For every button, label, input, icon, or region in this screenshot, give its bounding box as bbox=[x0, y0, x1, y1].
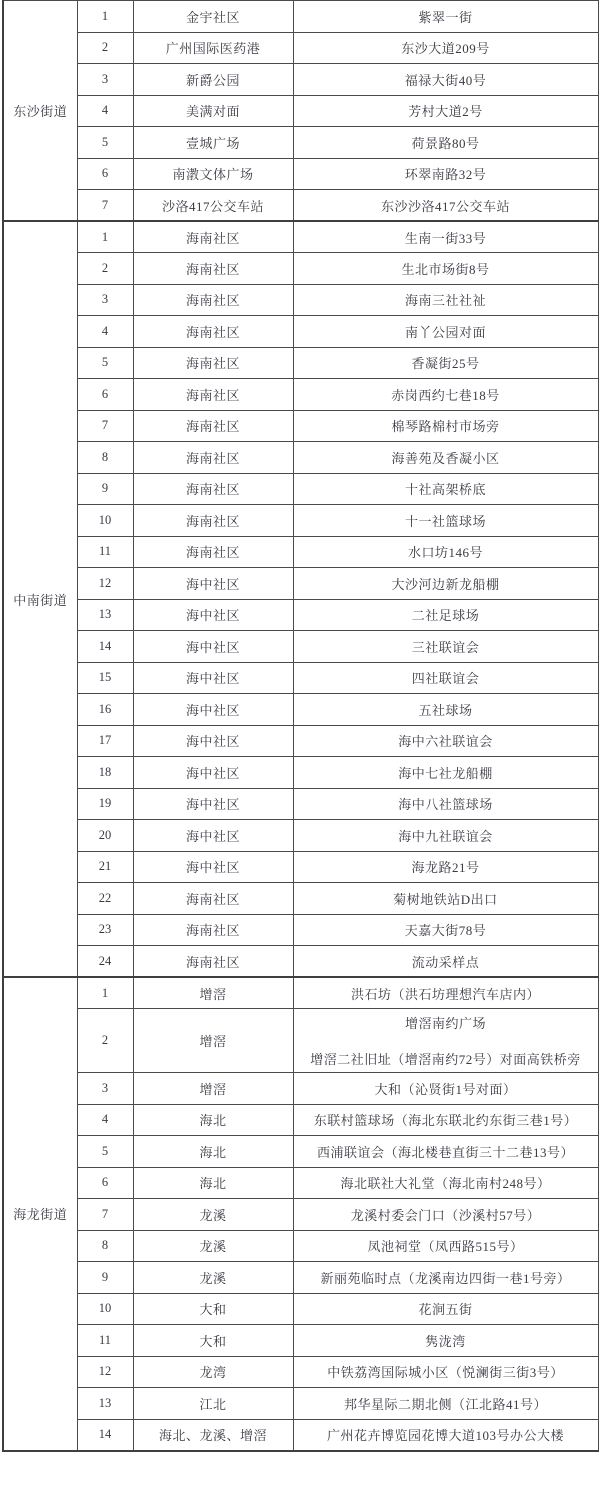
community-cell: 金宇社区 bbox=[133, 1, 293, 33]
community-cell: 海南社区 bbox=[133, 883, 293, 915]
community-cell: 海南社区 bbox=[133, 473, 293, 505]
table-row bbox=[3, 379, 598, 411]
address-cell: 花涧五街 bbox=[293, 1293, 598, 1325]
table-row bbox=[3, 1262, 598, 1294]
row-number-cell: 14 bbox=[77, 631, 133, 663]
community-cell: 龙溪 bbox=[133, 1262, 293, 1294]
community-cell: 海南社区 bbox=[133, 536, 293, 568]
community-cell: 南漖文体广场 bbox=[133, 158, 293, 190]
community-cell: 海南社区 bbox=[133, 914, 293, 946]
table-row bbox=[3, 410, 598, 442]
row-number-cell: 3 bbox=[77, 64, 133, 96]
address-cell bbox=[293, 1009, 598, 1073]
row-number-cell: 6 bbox=[77, 379, 133, 411]
community-cell: 海南社区 bbox=[133, 253, 293, 285]
sampling-table-body bbox=[3, 1, 598, 1451]
row-number-cell: 3 bbox=[77, 1073, 133, 1105]
address-cell: 中铁荔湾国际城小区（悦澜街三街3号） bbox=[293, 1356, 598, 1388]
address-cell: 大沙河边新龙船棚 bbox=[293, 568, 598, 600]
table-row bbox=[3, 1009, 598, 1073]
community-cell: 海南社区 bbox=[133, 410, 293, 442]
address-cell: 三社联谊会 bbox=[293, 631, 598, 663]
community-cell: 海中社区 bbox=[133, 820, 293, 852]
address-cell: 芳村大道2号 bbox=[293, 95, 598, 127]
table-row bbox=[3, 851, 598, 883]
row-number-cell: 24 bbox=[77, 946, 133, 978]
address-cell: 龙溪村委会门口（沙溪村57号） bbox=[293, 1199, 598, 1231]
street-cell: 海龙街道 bbox=[3, 977, 77, 1451]
address-cell: 水口坊146号 bbox=[293, 536, 598, 568]
row-number-cell: 17 bbox=[77, 725, 133, 757]
table-row bbox=[3, 221, 598, 253]
row-number-cell: 13 bbox=[77, 599, 133, 631]
table-row bbox=[3, 631, 598, 663]
table-row bbox=[3, 914, 598, 946]
community-cell: 海北 bbox=[133, 1167, 293, 1199]
table-row bbox=[3, 95, 598, 127]
row-number-cell: 10 bbox=[77, 505, 133, 537]
address-cell: 紫翠一街 bbox=[293, 1, 598, 33]
address-cell: 海中七社龙船棚 bbox=[293, 757, 598, 789]
community-cell: 海中社区 bbox=[133, 851, 293, 883]
row-number-cell: 2 bbox=[77, 253, 133, 285]
community-cell: 海南社区 bbox=[133, 316, 293, 348]
row-number-cell: 20 bbox=[77, 820, 133, 852]
community-cell: 壹城广场 bbox=[133, 127, 293, 159]
address-cell: 菊树地铁站D出口 bbox=[293, 883, 598, 915]
community-cell: 龙湾 bbox=[133, 1356, 293, 1388]
table-row bbox=[3, 1419, 598, 1451]
row-number-cell: 7 bbox=[77, 190, 133, 222]
table-row bbox=[3, 347, 598, 379]
table-row bbox=[3, 946, 598, 978]
table-row bbox=[3, 253, 598, 285]
row-number-cell: 6 bbox=[77, 158, 133, 190]
address-cell: 东联村篮球场（海北东联北约东街三巷1号） bbox=[293, 1104, 598, 1136]
address-line: 增滘南约广场 bbox=[404, 1016, 486, 1031]
address-cell: 海北联社大礼堂（海北南村248号） bbox=[293, 1167, 598, 1199]
table-row bbox=[3, 1388, 598, 1420]
community-cell: 增滘 bbox=[133, 1073, 293, 1105]
row-number-cell: 1 bbox=[77, 977, 133, 1009]
address-cell: 海南三社社祉 bbox=[293, 284, 598, 316]
row-number-cell: 12 bbox=[77, 1356, 133, 1388]
row-number-cell: 22 bbox=[77, 883, 133, 915]
row-number-cell: 7 bbox=[77, 1199, 133, 1231]
community-cell: 海中社区 bbox=[133, 757, 293, 789]
address-cell: 东沙沙洛417公交车站 bbox=[293, 190, 598, 222]
table-row bbox=[3, 442, 598, 474]
address-cell: 荷景路80号 bbox=[293, 127, 598, 159]
community-cell: 海南社区 bbox=[133, 347, 293, 379]
address-cell: 广州花卉博览园花博大道103号办公大楼 bbox=[293, 1419, 598, 1451]
table-row bbox=[3, 1136, 598, 1168]
table-row bbox=[3, 1104, 598, 1136]
row-number-cell: 12 bbox=[77, 568, 133, 600]
address-cell: 生南一街33号 bbox=[293, 221, 598, 253]
community-cell: 美满对面 bbox=[133, 95, 293, 127]
table-row bbox=[3, 599, 598, 631]
row-number-cell: 8 bbox=[77, 1230, 133, 1262]
address-cell: 福禄大街40号 bbox=[293, 64, 598, 96]
row-number-cell: 1 bbox=[77, 221, 133, 253]
row-number-cell: 9 bbox=[77, 1262, 133, 1294]
table-row bbox=[3, 32, 598, 64]
address-cell: 西浦联谊会（海北楼巷直街三十二巷13号） bbox=[293, 1136, 598, 1168]
row-number-cell: 9 bbox=[77, 473, 133, 505]
table-row bbox=[3, 158, 598, 190]
row-number-cell: 8 bbox=[77, 442, 133, 474]
table-row bbox=[3, 568, 598, 600]
row-number-cell: 5 bbox=[77, 127, 133, 159]
table-row bbox=[3, 788, 598, 820]
address-cell: 五社球场 bbox=[293, 694, 598, 726]
table-row bbox=[3, 505, 598, 537]
community-cell: 新爵公园 bbox=[133, 64, 293, 96]
community-cell: 海北 bbox=[133, 1136, 293, 1168]
community-cell: 海中社区 bbox=[133, 694, 293, 726]
community-cell: 江北 bbox=[133, 1388, 293, 1420]
table-row bbox=[3, 820, 598, 852]
street-cell: 东沙街道 bbox=[3, 1, 77, 222]
community-cell: 海南社区 bbox=[133, 505, 293, 537]
table-row bbox=[3, 1167, 598, 1199]
row-number-cell: 16 bbox=[77, 694, 133, 726]
address-cell: 香凝街25号 bbox=[293, 347, 598, 379]
community-cell: 海中社区 bbox=[133, 788, 293, 820]
address-cell: 天嘉大街78号 bbox=[293, 914, 598, 946]
row-number-cell: 18 bbox=[77, 757, 133, 789]
address-cell: 洪石坊（洪石坊理想汽车店内） bbox=[293, 977, 598, 1009]
row-number-cell: 3 bbox=[77, 284, 133, 316]
table-row bbox=[3, 316, 598, 348]
community-cell: 广州国际医药港 bbox=[133, 32, 293, 64]
row-number-cell: 21 bbox=[77, 851, 133, 883]
address-cell: 南丫公园对面 bbox=[293, 316, 598, 348]
row-number-cell: 4 bbox=[77, 1104, 133, 1136]
address-cell: 东沙大道209号 bbox=[293, 32, 598, 64]
table-row bbox=[3, 757, 598, 789]
table-row bbox=[3, 284, 598, 316]
community-cell: 龙溪 bbox=[133, 1199, 293, 1231]
address-cell: 二社足球场 bbox=[293, 599, 598, 631]
table-row bbox=[3, 1230, 598, 1262]
table-row bbox=[3, 127, 598, 159]
community-cell: 海北、龙溪、增滘 bbox=[133, 1419, 293, 1451]
community-cell: 海南社区 bbox=[133, 221, 293, 253]
address-cell: 邦华星际二期北侧（江北路41号） bbox=[293, 1388, 598, 1420]
table-row bbox=[3, 1073, 598, 1105]
community-cell: 大和 bbox=[133, 1325, 293, 1357]
street-cell: 中南街道 bbox=[3, 221, 77, 977]
row-number-cell: 5 bbox=[77, 347, 133, 379]
address-line: 增滘二社旧址（增滘南约72号）对面高铁桥旁 bbox=[310, 1052, 581, 1067]
row-number-cell: 10 bbox=[77, 1293, 133, 1325]
community-cell: 海中社区 bbox=[133, 568, 293, 600]
community-cell: 海南社区 bbox=[133, 442, 293, 474]
address-cell: 环翠南路32号 bbox=[293, 158, 598, 190]
table-row bbox=[3, 1356, 598, 1388]
address-cell: 新丽苑临时点（龙溪南边四街一巷1号旁） bbox=[293, 1262, 598, 1294]
sampling-sites-table bbox=[2, 0, 599, 1452]
community-cell: 海北 bbox=[133, 1104, 293, 1136]
table-row bbox=[3, 694, 598, 726]
row-number-cell: 7 bbox=[77, 410, 133, 442]
table-row bbox=[3, 1199, 598, 1231]
address-cell: 海龙路21号 bbox=[293, 851, 598, 883]
address-cell: 大和（沁贤街1号对面） bbox=[293, 1073, 598, 1105]
row-number-cell: 11 bbox=[77, 1325, 133, 1357]
table-row bbox=[3, 536, 598, 568]
address-cell: 海中九社联谊会 bbox=[293, 820, 598, 852]
address-cell: 十一社篮球场 bbox=[293, 505, 598, 537]
community-cell: 海中社区 bbox=[133, 599, 293, 631]
table-row bbox=[3, 1325, 598, 1357]
row-number-cell: 23 bbox=[77, 914, 133, 946]
address-cell: 棉琴路棉村市场旁 bbox=[293, 410, 598, 442]
row-number-cell: 2 bbox=[77, 1009, 133, 1073]
address-cell: 生北市场街8号 bbox=[293, 253, 598, 285]
community-cell: 增滘 bbox=[133, 1009, 293, 1073]
address-cell: 十社高架桥底 bbox=[293, 473, 598, 505]
table-row bbox=[3, 725, 598, 757]
table-row bbox=[3, 977, 598, 1009]
community-cell: 大和 bbox=[133, 1293, 293, 1325]
community-cell: 沙洛417公交车站 bbox=[133, 190, 293, 222]
table-row bbox=[3, 1293, 598, 1325]
community-cell: 海南社区 bbox=[133, 946, 293, 978]
row-number-cell: 4 bbox=[77, 95, 133, 127]
address-cell: 赤岗西约七巷18号 bbox=[293, 379, 598, 411]
address-cell: 四社联谊会 bbox=[293, 662, 598, 694]
table-row bbox=[3, 473, 598, 505]
row-number-cell: 1 bbox=[77, 1, 133, 33]
table-row bbox=[3, 883, 598, 915]
community-cell: 龙溪 bbox=[133, 1230, 293, 1262]
community-cell: 增滘 bbox=[133, 977, 293, 1009]
community-cell: 海中社区 bbox=[133, 725, 293, 757]
row-number-cell: 15 bbox=[77, 662, 133, 694]
community-cell: 海中社区 bbox=[133, 631, 293, 663]
row-number-cell: 4 bbox=[77, 316, 133, 348]
address-cell: 流动采样点 bbox=[293, 946, 598, 978]
table-row bbox=[3, 1, 598, 33]
address-cell: 凤池祠堂（凤西路515号） bbox=[293, 1230, 598, 1262]
row-number-cell: 14 bbox=[77, 1419, 133, 1451]
row-number-cell: 5 bbox=[77, 1136, 133, 1168]
row-number-cell: 13 bbox=[77, 1388, 133, 1420]
address-cell: 海中六社联谊会 bbox=[293, 725, 598, 757]
address-cell: 隽泷湾 bbox=[293, 1325, 598, 1357]
row-number-cell: 6 bbox=[77, 1167, 133, 1199]
row-number-cell: 19 bbox=[77, 788, 133, 820]
table-row bbox=[3, 662, 598, 694]
community-cell: 海中社区 bbox=[133, 662, 293, 694]
row-number-cell: 2 bbox=[77, 32, 133, 64]
community-cell: 海南社区 bbox=[133, 379, 293, 411]
address-cell: 海善苑及香凝小区 bbox=[293, 442, 598, 474]
address-cell: 海中八社篮球场 bbox=[293, 788, 598, 820]
table-row bbox=[3, 190, 598, 222]
table-row bbox=[3, 64, 598, 96]
community-cell: 海南社区 bbox=[133, 284, 293, 316]
row-number-cell: 11 bbox=[77, 536, 133, 568]
